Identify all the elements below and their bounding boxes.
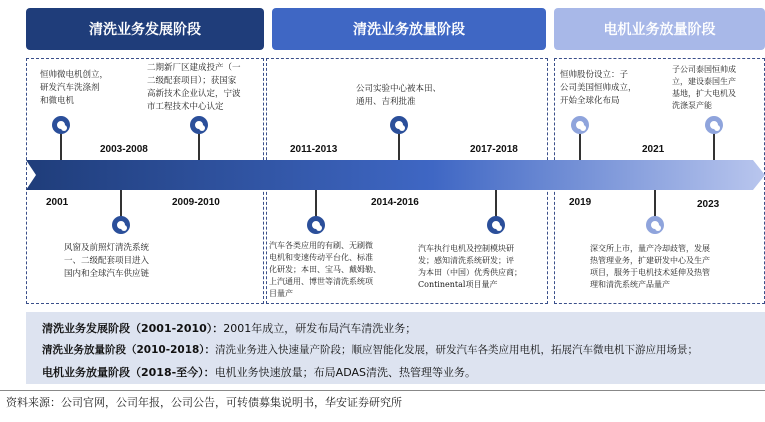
note-line: 市工程技术中心认定 (147, 102, 224, 112)
note-line: 项目，服务于电机技术延伸及热管 (590, 268, 710, 277)
note-line: 汽车各类应用的有刷、无刷微 (269, 241, 373, 250)
event-note-2014-2016 (356, 83, 441, 109)
summary-title: 清洗业务放量阶段（2010-2018）： (42, 344, 216, 356)
divider-line (0, 390, 765, 391)
note-line: 上汽通用、博世等清洗系统项 (269, 277, 373, 286)
note-line: 研发汽车洗涤剂 (40, 83, 100, 93)
note-line: 和微电机 (40, 96, 75, 106)
summary-text: 2001年成立，研发布局汽车清洗业务； (223, 322, 417, 335)
note-line: 开始全球化布局 (560, 96, 620, 106)
timeline-node-2021 (646, 216, 664, 234)
stem-2009-2010 (198, 130, 200, 160)
timeline-node-2001 (52, 116, 70, 134)
event-note-2017-2018 (418, 243, 522, 291)
year-label-2019: 2019 (569, 197, 592, 208)
note-line: 为本田（中国）优秀供应商； (418, 268, 522, 277)
summary-title: 电机业务放量阶段（2018-至今）： (42, 366, 215, 379)
stem-2014-2016 (398, 130, 400, 160)
year-label-2009-2010: 2009-2010 (172, 197, 220, 208)
note-line: 电机和变速传动平台化、标准 (269, 253, 373, 262)
note-line: 高新技术企业认定，宁波 (147, 89, 241, 99)
event-note-2019 (560, 69, 637, 108)
timeline-node-2014-2016 (390, 116, 408, 134)
year-label-2011-2013: 2011-2013 (290, 144, 338, 155)
stage-header-motor-volume: 电机业务放量阶段 (554, 8, 765, 50)
stem-2023 (713, 130, 715, 160)
source-note: 资料来源：公司官网，公司年报，公司公告，可转债募集说明书，华安证券研究所 (6, 396, 402, 409)
event-note-2023 (672, 64, 736, 112)
timeline-node-2019 (571, 116, 589, 134)
event-note-2021 (590, 243, 710, 291)
note-line: 发；感知清洗系统研发；评 (418, 256, 514, 265)
note-line: 深交所上市，量产冷却歧管，发展 (590, 244, 710, 253)
timeline-node-2003-2008 (112, 216, 130, 234)
year-label-2023: 2023 (697, 199, 720, 210)
event-note-2003-2008 (64, 242, 149, 281)
stage-header-cleaning-volume: 清洗业务放量阶段 (272, 8, 546, 50)
summary-title: 清洗业务发展阶段（2001-2010）： (42, 322, 224, 335)
note-line: Continental项目量产 (418, 280, 498, 289)
note-line: 二期新厂区建成投产（一 (147, 63, 241, 73)
note-line: 公司实验中心被本田、 (356, 84, 442, 94)
event-note-2011-2013 (269, 240, 381, 300)
year-label-2003-2008: 2003-2008 (100, 144, 148, 155)
note-line: 恒帅股份设立：子 (560, 70, 629, 80)
year-label-2017-2018: 2017-2018 (470, 144, 518, 155)
stem-2001 (60, 130, 62, 160)
year-label-2001: 2001 (46, 197, 69, 208)
note-line: 目量产 (269, 289, 293, 298)
timeline-node-2023 (705, 116, 723, 134)
note-line: 基地，扩大电机及 (672, 89, 736, 98)
stage-summary-panel (26, 312, 765, 384)
event-note-2009-2010 (147, 62, 241, 114)
note-line: 风窗及前照灯清洗系统 (64, 243, 150, 253)
note-line: 化研发；本田、宝马、戴姆勒、 (269, 265, 381, 274)
note-line: 二级配套项目）；获国家 (147, 76, 237, 86)
stage-header-development: 清洗业务发展阶段 (26, 8, 264, 50)
timeline-node-2009-2010 (190, 116, 208, 134)
note-line: 一、二级配套项目进入 (64, 256, 150, 266)
year-label-2021: 2021 (642, 144, 665, 155)
note-line: 子公司泰国恒帅成 (672, 65, 736, 74)
note-line: 洗涤泵产能 (672, 101, 712, 110)
note-line: 恒帅微电机创立， (40, 70, 109, 80)
event-note-2001 (40, 69, 108, 108)
summary-text: 电机业务快速放量；布局ADAS清洗、热管理等业务。 (214, 366, 476, 379)
timeline-node-2017-2018 (487, 216, 505, 234)
summary-line-motor-volume (42, 364, 476, 380)
note-line: 汽车执行电机及控制模块研 (418, 244, 514, 253)
summary-text: 清洗业务进入快速量产阶段；顺应智能化发展，研发汽车各类应用电机，拓展汽车微电机下游应用场景； (215, 344, 699, 356)
note-line: 理和清洗系统产品量产 (590, 280, 670, 289)
note-line: 热管理业务，扩建研发中心及生产 (590, 256, 710, 265)
note-line: 通用、吉利批准 (356, 97, 416, 107)
note-line: 公司美国恒帅成立， (560, 83, 637, 93)
timeline-node-2011-2013 (307, 216, 325, 234)
year-label-2014-2016: 2014-2016 (371, 197, 419, 208)
summary-line-cleaning-volume (42, 342, 698, 357)
stem-2019 (579, 130, 581, 160)
summary-line-development (42, 320, 416, 336)
note-line: 国内和全球汽车供应链 (64, 269, 150, 279)
note-line: 立，建设泰国生产 (672, 77, 736, 86)
